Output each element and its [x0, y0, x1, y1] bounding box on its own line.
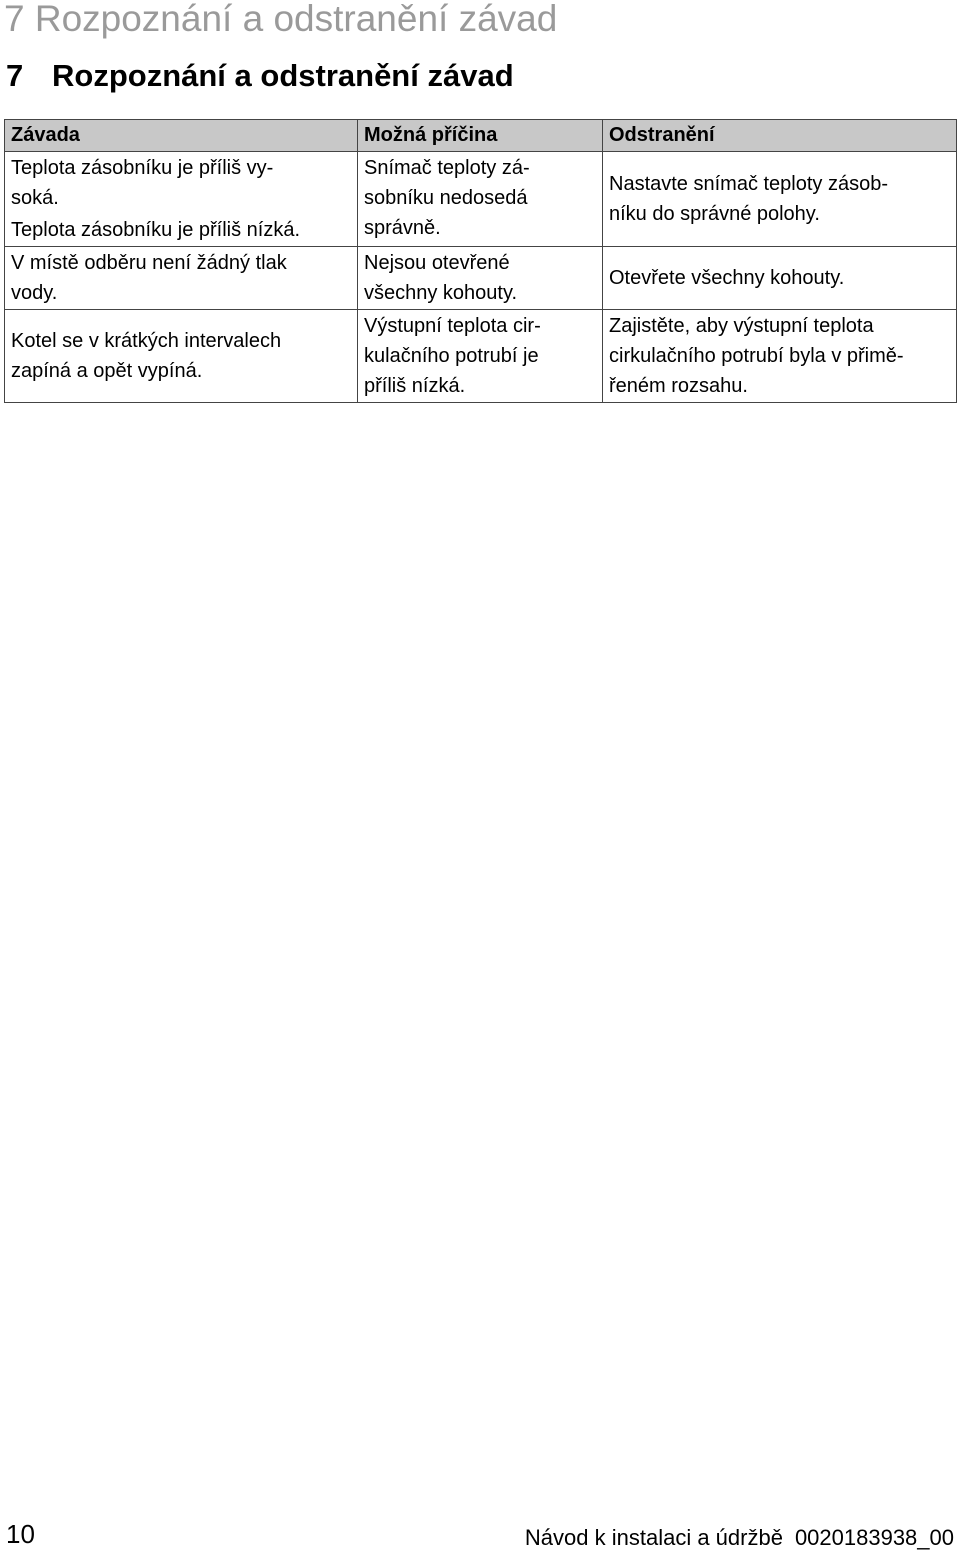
troubleshooting-table	[4, 119, 957, 403]
fault-line: Teplota zásobníku je příliš vy-	[11, 157, 274, 179]
fault-cell	[5, 247, 358, 310]
cause-line: Nejsou otevřené	[364, 252, 510, 274]
cause-line: sobníku nedosedá	[364, 187, 528, 209]
cause-line: příliš nízká.	[364, 375, 466, 397]
cause-line: správně.	[364, 217, 441, 239]
fault-line: V místě odběru není žádný tlak	[11, 252, 287, 274]
fault-line: Teplota zásobníku je příliš nízká.	[11, 219, 301, 241]
remedy-line: řeném rozsahu.	[609, 375, 748, 397]
remedy-line: níku do správné polohy.	[609, 203, 820, 225]
footer-doc-title: Návod k instalaci a údržbě	[524, 1525, 783, 1550]
remedy-cell	[603, 247, 957, 310]
remedy-line: Otevřete všechny kohouty.	[609, 267, 845, 289]
section-title-text: Rozpoznání a odstranění závad	[52, 58, 514, 93]
cause-cell	[358, 310, 603, 403]
fault-cell	[5, 215, 358, 247]
running-header: 7 Rozpoznání a odstranění závad	[4, 0, 558, 39]
cause-line: Snímač teploty zá-	[364, 157, 530, 179]
remedy-line: cirkulačního potrubí byla v přimě-	[609, 345, 904, 367]
section-title	[6, 58, 514, 94]
cause-line: všechny kohouty.	[364, 282, 518, 304]
cause-line: kulačního potrubí je	[364, 345, 539, 367]
remedy-cell	[603, 310, 957, 403]
fault-cell	[5, 310, 358, 403]
header-cause: Možná příčina	[358, 120, 603, 152]
cause-cell	[358, 152, 603, 247]
remedy-line: Zajistěte, aby výstupní teplota	[609, 315, 874, 337]
section-number: 7	[6, 58, 24, 93]
remedy-cell	[603, 152, 957, 247]
table-row	[5, 247, 957, 310]
table-header-row	[5, 120, 957, 152]
header-remedy: Odstranění	[603, 120, 957, 152]
fault-line: soká.	[11, 187, 59, 209]
fault-line: zapíná a opět vypíná.	[11, 360, 203, 382]
page-number: 10	[6, 1519, 35, 1549]
fault-cell	[5, 152, 358, 216]
header-fault: Závada	[5, 120, 358, 152]
table-row	[5, 310, 957, 403]
cause-line: Výstupní teplota cir-	[364, 315, 541, 337]
remedy-line: Nastavte snímač teploty zásob-	[609, 173, 889, 195]
cause-cell	[358, 247, 603, 310]
fault-line: Kotel se v krátkých intervalech	[11, 330, 282, 352]
table-row	[5, 152, 957, 216]
fault-line: vody.	[11, 282, 58, 304]
footer-document-info	[525, 1525, 954, 1551]
footer-doc-code: 0020183938_00	[794, 1525, 954, 1550]
